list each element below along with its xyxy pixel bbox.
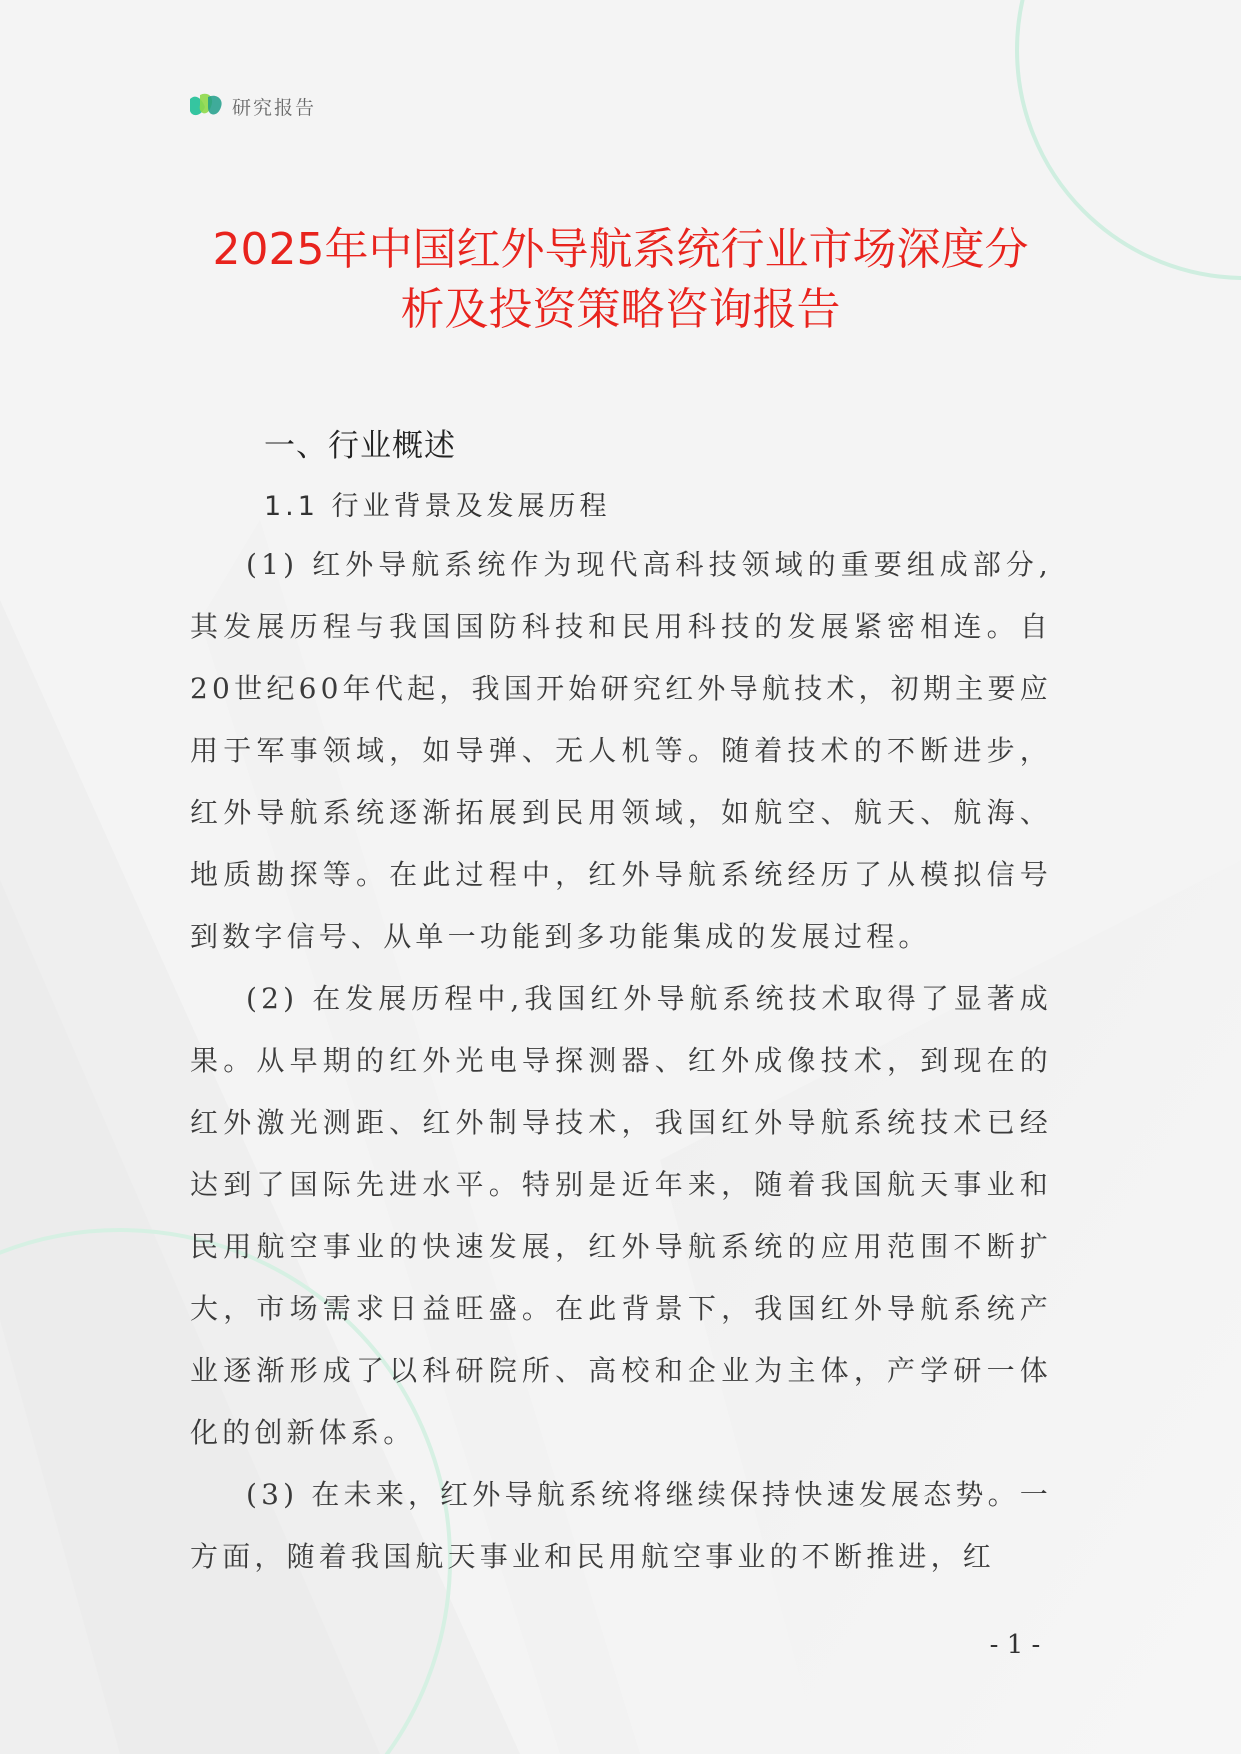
report-title-line-1: 2025年中国红外导航系统行业市场深度分 [212, 224, 1029, 275]
paragraph-2: (2) 在发展历程中,我国红外导航系统技术取得了显著成果。从早期的红外光电导探测器、红外成像技术，到现在的红外激光测距、红外制导技术，我国红外导航系统技术已经达到了国际先进水平。特别是近年来，随着我国航天事业和民用航空事业的快速发展，红外导航系统的应用范围不断扩大，市场需求日益旺盛。在此背景下，我国红外导航系统产业逐渐形成了以科研院所、高校和企业为主体，产学研一体化的创新体系。 [190, 982, 1052, 1449]
sub-heading: 1.1 行业背景及发展历程 [264, 491, 611, 522]
section-heading: 一、行业概述 [264, 428, 456, 464]
report-title-line-2: 析及投资策略咨询报告 [400, 284, 841, 335]
report-title [150, 220, 1091, 340]
brand-label: 研究报告 [232, 96, 317, 119]
page-number: - 1 - [989, 1630, 1041, 1660]
brand-header [188, 90, 316, 122]
paragraph-3: (3) 在未来，红外导航系统将继续保持快速发展态势。一方面，随着我国航天事业和民用航空事业的不断推进，红 [190, 1478, 1052, 1573]
paragraph-1: (1) 红外导航系统作为现代高科技领域的重要组成部分,其发展历程与我国国防科技和民用科技的发展紧密相连。自20世纪60年代起，我国开始研究红外导航技术，初期主要应用于军事领域，如导弹、无人机等。随着技术的不断进步，红外导航系统逐渐拓展到民用领域，如航空、航天、航海、地质勘探等。在此过程中，红外导航系统经历了从模拟信号到数字信号、从单一功能到多功能集成的发展过程。 [190, 548, 1052, 953]
leaf-logo-icon [188, 91, 224, 121]
body-text [190, 534, 1052, 1588]
